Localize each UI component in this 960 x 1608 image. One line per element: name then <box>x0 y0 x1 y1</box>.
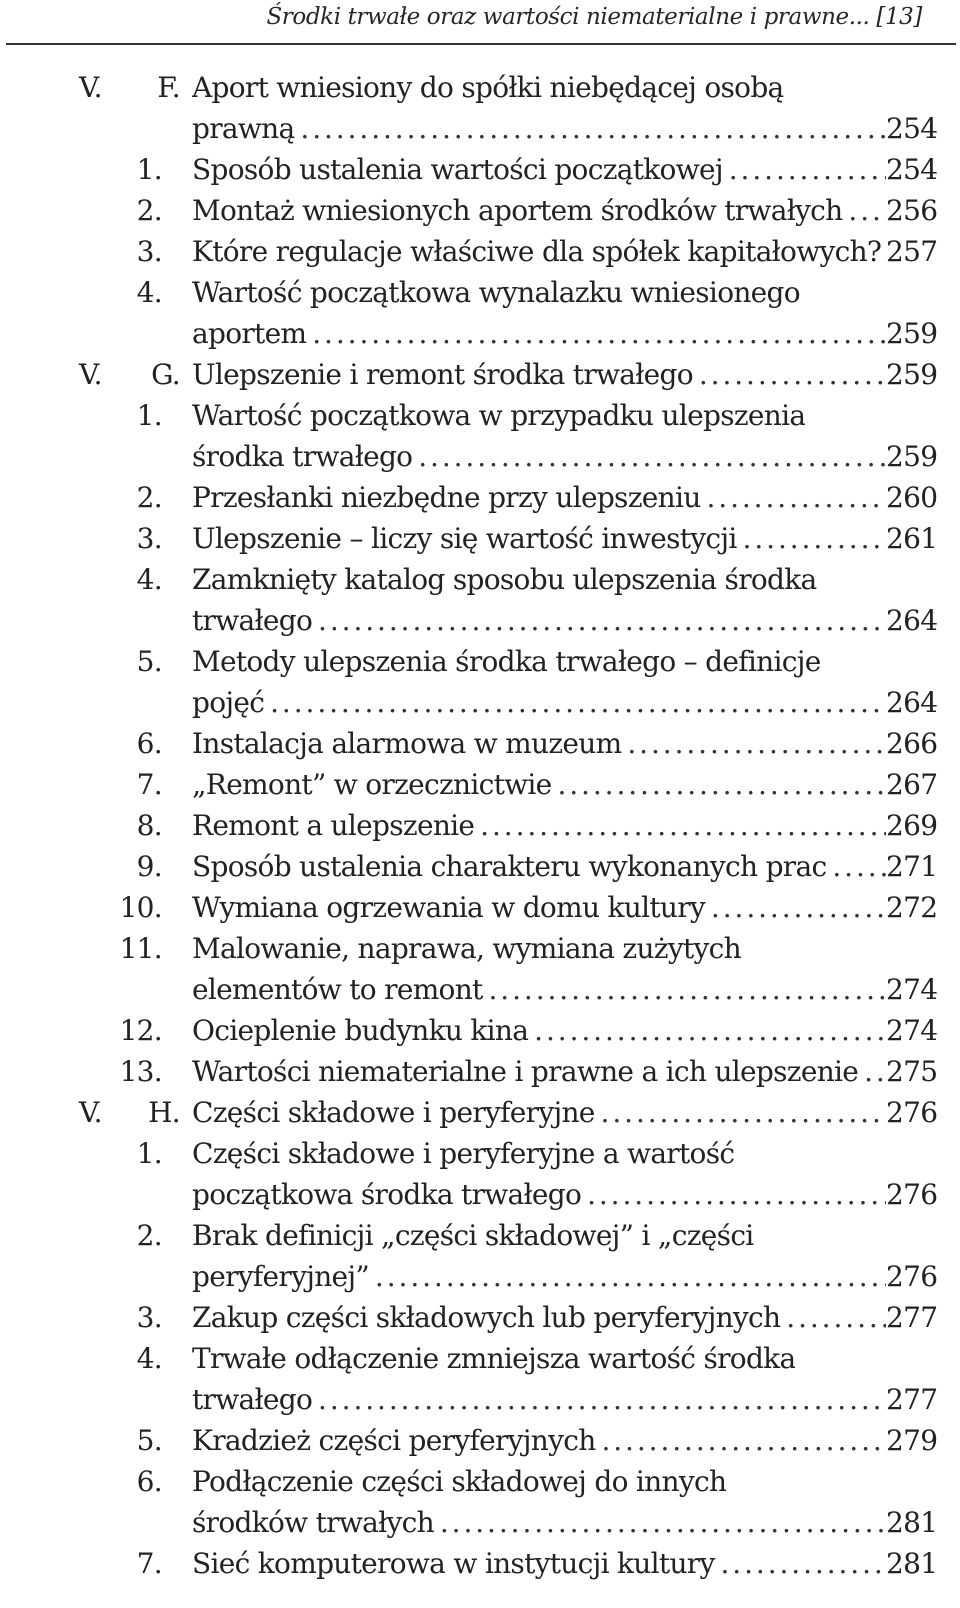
toc-entry-line <box>0 1051 960 1092</box>
entry-title: Montaż wniesionych aportem środków trwałych . . . <box>192 190 886 231</box>
toc-entry-line <box>0 641 960 682</box>
entry-title: początkowa środka trwałego . . . <box>192 1174 886 1215</box>
entry-title: Wartość początkowa wynalazku wniesionego <box>192 276 800 309</box>
entry-title: środka trwałego . . . <box>192 436 886 477</box>
entry-title: Zakup części składowych lub peryferyjnych . . . <box>192 1297 886 1338</box>
toc-entry-line <box>0 1092 960 1133</box>
toc-entry-line <box>0 887 960 928</box>
page-number: 259 <box>886 440 938 473</box>
entry-title: Brak definicji „części składowej” i „części <box>192 1219 754 1252</box>
entry-number: G. <box>151 358 180 391</box>
page-number: 272 <box>886 891 938 924</box>
entry-number: 5. <box>136 1424 162 1457</box>
entry-number: 7. <box>136 768 162 801</box>
toc-entry-line <box>0 231 960 272</box>
toc-entry <box>0 1010 960 1051</box>
toc-entry <box>0 1051 960 1092</box>
toc-entry-line <box>0 272 960 313</box>
entry-title: Wartość początkowa w przypadku ulepszenia <box>192 399 806 432</box>
entry-number: 3. <box>136 522 162 555</box>
toc-entry-line <box>0 436 960 477</box>
section-prefix: V. <box>79 358 102 391</box>
entry-title: Ocieplenie budynku kina . . . <box>192 1010 886 1051</box>
toc-entry <box>0 149 960 190</box>
entry-number: 6. <box>136 1465 162 1498</box>
entry-number: 10. <box>119 891 162 924</box>
toc-entry-line <box>0 1010 960 1051</box>
entry-title: Zamknięty katalog sposobu ulepszenia środka <box>192 563 817 596</box>
entry-number: 11. <box>119 932 162 965</box>
toc-entry-line <box>0 1133 960 1174</box>
entry-title: Ulepszenie i remont środka trwałego . . . <box>192 354 886 395</box>
entry-number: 4. <box>136 1342 162 1375</box>
toc-entry-line <box>0 1256 960 1297</box>
toc-entry <box>0 805 960 846</box>
toc-entry <box>0 1420 960 1461</box>
toc-entry-line <box>0 1461 960 1502</box>
entry-title: Wymiana ogrzewania w domu kultury . . . <box>192 887 886 928</box>
page-number: 259 <box>886 317 938 350</box>
page-number: 279 <box>886 1424 938 1457</box>
page-number: 277 <box>886 1301 938 1334</box>
toc-entry-line <box>0 518 960 559</box>
page-number: 277 <box>886 1383 938 1416</box>
toc-entry <box>0 231 960 272</box>
page-number: 274 <box>886 973 938 1006</box>
entry-title: trwałego . . . <box>192 1379 886 1420</box>
entry-title: Sposób ustalenia wartości początkowej . . . <box>192 149 886 190</box>
entry-number: 7. <box>136 1547 162 1580</box>
entry-number: 12. <box>119 1014 162 1047</box>
toc-entry-line <box>0 846 960 887</box>
entry-number: 2. <box>136 481 162 514</box>
entry-number: 2. <box>136 194 162 227</box>
entry-title: pojęć . . . <box>192 682 886 723</box>
entry-title: Remont a ulepszenie . . . <box>192 805 886 846</box>
toc-entry-line <box>0 1174 960 1215</box>
entry-title: trwałego . . . <box>192 600 886 641</box>
entry-title: środków trwałych . . . <box>192 1502 886 1543</box>
entry-number: 1. <box>136 1137 162 1170</box>
toc-entry-line <box>0 354 960 395</box>
page-number: 256 <box>886 194 938 227</box>
toc-entry-line <box>0 969 960 1010</box>
entry-number: 3. <box>136 1301 162 1334</box>
page-number: 264 <box>886 604 938 637</box>
entry-title: Malowanie, naprawa, wymiana zużytych <box>192 932 741 965</box>
toc-entry-line <box>0 723 960 764</box>
header-rule <box>6 43 956 45</box>
entry-title: Które regulacje właściwe dla spółek kapitałowych? . . . <box>192 231 886 272</box>
toc-entry-line <box>0 1338 960 1379</box>
toc-entry-line <box>0 395 960 436</box>
toc-entry-line <box>0 149 960 190</box>
toc-entry-line <box>0 805 960 846</box>
page-number: 281 <box>886 1547 938 1580</box>
entry-number: 4. <box>136 563 162 596</box>
toc-entry <box>0 1461 960 1543</box>
entry-number: 1. <box>136 399 162 432</box>
toc-entry-line <box>0 1297 960 1338</box>
page-number: 257 <box>886 235 938 268</box>
toc-entry-line <box>0 600 960 641</box>
toc-entry <box>0 190 960 231</box>
entry-number: 5. <box>136 645 162 678</box>
toc-entry <box>0 1338 960 1420</box>
toc-entry-line <box>0 1543 960 1584</box>
toc-entry-line <box>0 1215 960 1256</box>
entry-number: 6. <box>136 727 162 760</box>
page-number: 254 <box>886 153 938 186</box>
entry-title: Trwałe odłączenie zmniejsza wartość środka <box>192 1342 796 1375</box>
toc-entry <box>0 477 960 518</box>
toc-entry-line <box>0 477 960 518</box>
entry-number: 13. <box>119 1055 162 1088</box>
toc-entry <box>0 723 960 764</box>
toc-section-entry <box>0 67 960 149</box>
entry-number: 2. <box>136 1219 162 1252</box>
toc-entry-line <box>0 190 960 231</box>
running-head <box>0 0 960 44</box>
entry-title: Instalacja alarmowa w muzeum . . . <box>192 723 886 764</box>
entry-title: Podłączenie części składowej do innych <box>192 1465 727 1498</box>
toc-entry <box>0 272 960 354</box>
entry-title: Sieć komputerowa w instytucji kultury . . . <box>192 1543 886 1584</box>
entry-number: 1. <box>136 153 162 186</box>
toc-entry <box>0 559 960 641</box>
toc-entry <box>0 1297 960 1338</box>
entry-title: Części składowe i peryferyjne . . . <box>192 1092 886 1133</box>
table-of-contents <box>0 67 960 1584</box>
toc-entry <box>0 1215 960 1297</box>
section-prefix: V. <box>79 71 102 104</box>
entry-number: 8. <box>136 809 162 842</box>
toc-entry <box>0 928 960 1010</box>
page-number: 271 <box>886 850 938 883</box>
toc-section-entry <box>0 1092 960 1133</box>
page-number: 266 <box>886 727 938 760</box>
toc-entry-line <box>0 1420 960 1461</box>
entry-title: peryferyjnej” . . . <box>192 1256 886 1297</box>
toc-entry-line <box>0 1502 960 1543</box>
entry-title: elementów to remont . . . <box>192 969 886 1010</box>
toc-entry <box>0 764 960 805</box>
page-number: 254 <box>886 112 938 145</box>
page-number: 264 <box>886 686 938 719</box>
entry-title: Ulepszenie – liczy się wartość inwestycji . . . <box>192 518 886 559</box>
entry-number: 3. <box>136 235 162 268</box>
entry-title: Metody ulepszenia środka trwałego – definicje <box>192 645 821 678</box>
page-number: 281 <box>886 1506 938 1539</box>
entry-number: F. <box>157 71 180 104</box>
entry-title: prawną . . . <box>192 108 886 149</box>
entry-title: „Remont” w orzecznictwie . . . <box>192 764 886 805</box>
entry-title: Przesłanki niezbędne przy ulepszeniu . . . <box>192 477 886 518</box>
toc-entry-line <box>0 928 960 969</box>
entry-title: aportem . . . <box>192 313 886 354</box>
page-number: 260 <box>886 481 938 514</box>
toc-entry-line <box>0 764 960 805</box>
page-number: 259 <box>886 358 938 391</box>
toc-entry <box>0 395 960 477</box>
page-number: 276 <box>886 1096 938 1129</box>
running-head-title: Środki trwałe oraz wartości niematerialne i prawne... [13] <box>266 4 922 30</box>
toc-entry-line <box>0 313 960 354</box>
page-number: 276 <box>886 1260 938 1293</box>
page-number: 274 <box>886 1014 938 1047</box>
entry-title: Sposób ustalenia charakteru wykonanych prac . . . <box>192 846 886 887</box>
page-number: 275 <box>886 1055 938 1088</box>
entry-number: 4. <box>136 276 162 309</box>
toc-entry <box>0 641 960 723</box>
toc-section-entry <box>0 354 960 395</box>
toc-entry <box>0 887 960 928</box>
toc-entry-line <box>0 559 960 600</box>
entry-title: Części składowe i peryferyjne a wartość <box>192 1137 735 1170</box>
entry-title: Kradzież części peryferyjnych . . . <box>192 1420 886 1461</box>
page-number: 261 <box>886 522 938 555</box>
entry-title: Aport wniesiony do spółki niebędącej osobą <box>192 71 784 104</box>
page-number: 276 <box>886 1178 938 1211</box>
toc-entry <box>0 518 960 559</box>
page-number: 267 <box>886 768 938 801</box>
entry-number: H. <box>148 1096 180 1129</box>
toc-entry-line <box>0 67 960 108</box>
section-prefix: V. <box>79 1096 102 1129</box>
toc-entry-line <box>0 108 960 149</box>
toc-entry <box>0 1543 960 1584</box>
toc-entry <box>0 1133 960 1215</box>
entry-title: Wartości niematerialne i prawne a ich ulepszenie . . . <box>192 1051 886 1092</box>
toc-entry-line <box>0 1379 960 1420</box>
page-number: 269 <box>886 809 938 842</box>
entry-number: 9. <box>136 850 162 883</box>
toc-entry <box>0 846 960 887</box>
toc-entry-line <box>0 682 960 723</box>
